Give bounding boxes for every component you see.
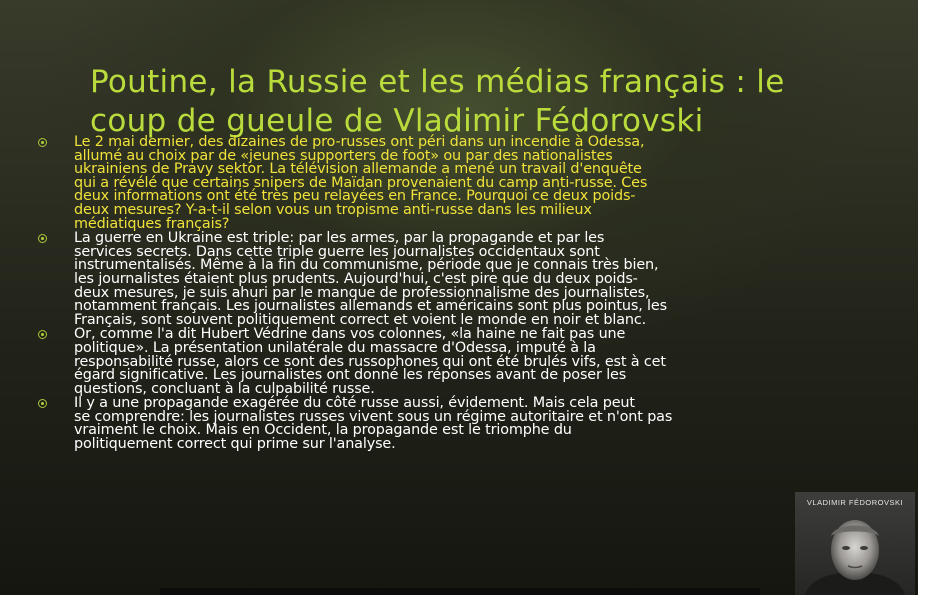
bullet-line: La guerre en Ukraine est triple: par les armes, par la propagande et par les [74, 230, 605, 247]
bullet-line: médiatiques français? [74, 215, 230, 232]
book-author-label: VLADIMIR FÉDOROVSKI [806, 498, 904, 507]
bullet-line: ukrainiens de Pravy sektor. La télévision allemande a mené un travail d'enquête [74, 161, 642, 178]
bullet-line: Or, comme l'a dit Hubert Védrine dans vos colonnes, «la haine ne fait pas une [74, 326, 626, 343]
bullet-line: deux mesures, je suis ahuri par le manque de professionnalisme des journalistes, [74, 284, 650, 301]
bullet-line: Français, sont souvent politiquement correct et voient le monde en noir et blanc. [74, 311, 647, 328]
slide-title [90, 63, 870, 141]
bullet-line: deux informations ont été très peu relayées en France. Pourquoi ce deux poids- [74, 188, 636, 205]
bullet-line: responsabilité russe, alors ce sont des russophones qui ont été brulés vifs, est à cet [74, 353, 666, 370]
bullet-line: se comprendre: les journalistes russes vivent sous un régime autoritaire et n'ont pas [74, 408, 673, 425]
bullet-line: vraiment le choix. Mais en Occident, la propagande est le triomphe du [74, 422, 572, 439]
portrait-icon [795, 492, 915, 595]
bullet-line: allumé au choix par de «jeunes supporters de foot» ou par des nationalistes [74, 147, 613, 164]
bullet-line: questions, concluant à la culpabilité russe. [74, 380, 375, 397]
bullet-icon [38, 138, 47, 147]
bullet-line: égard significative. Les journalistes ont donné les réponses avant de poser les [74, 367, 627, 384]
title-line: coup de gueule de Vladimir Fédorovski [90, 102, 704, 139]
bullet-line: qui a révélé que certains snipers de Maïdan provenaient du camp anti-russe. Ces [74, 174, 648, 191]
bullet-icon [38, 330, 47, 339]
bullet-list [38, 136, 798, 453]
video-bar [160, 588, 760, 595]
page-margin [918, 0, 951, 595]
bullet-line: services secrets. Dans cette triple guerre les journalistes occidentaux sont [74, 243, 600, 260]
bullet-line: instrumentalisés. Même à la fin du communisme, période que je connais très bien, [74, 257, 659, 274]
bullet-line: Il y a une propagande exagérée du côté russe aussi, évidement. Mais cela peut [74, 395, 635, 412]
bullet-item [38, 328, 798, 396]
title-line: Poutine, la Russie et les médias français : le [90, 63, 785, 100]
bullet-icon [38, 234, 47, 243]
bullet-line: Le 2 mai dernier, des dizaines de pro-russes ont péri dans un incendie à Odessa, [74, 134, 645, 150]
bullet-line: les journalistes étaient plus prudents. Aujourd'hui, c'est pire que du deux poids- [74, 270, 638, 287]
bullet-item [38, 136, 798, 231]
bullet-line: notamment français. Les journalistes allemands et américains sont plus pointus, les [74, 298, 667, 315]
bullet-item [38, 397, 798, 451]
bullet-icon [38, 399, 47, 408]
bullet-line: deux mesures? Y-a-t-il selon vous un tropisme anti-russe dans les milieux [74, 201, 592, 218]
bullet-line: politique». La présentation unilatérale du massacre d'Odessa, imputé à la [74, 339, 596, 356]
bullet-line: politiquement correct qui prime sur l'analyse. [74, 436, 396, 453]
book-cover-image [795, 492, 915, 595]
bullet-item [38, 232, 798, 327]
